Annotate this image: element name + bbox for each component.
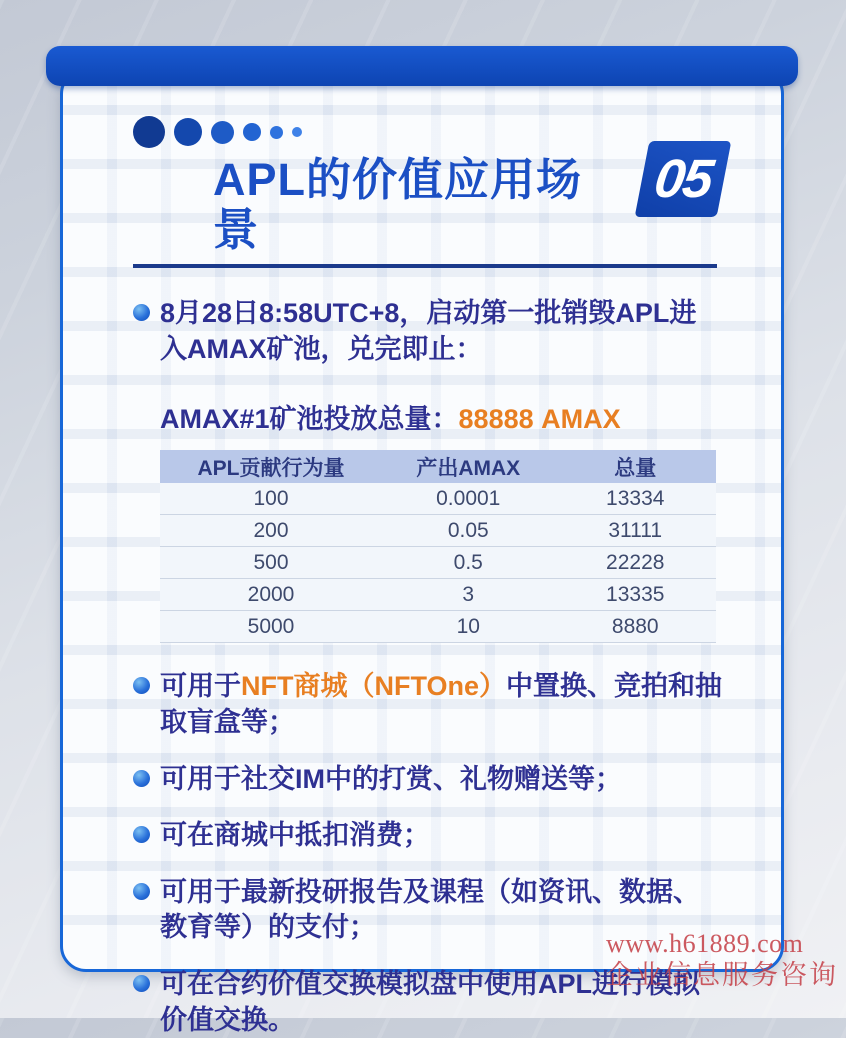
bullet-dot-icon — [133, 883, 150, 900]
table-cell: 500 — [160, 547, 382, 579]
table-header-cell: APL贡献行为量 — [160, 450, 382, 483]
bullet-dot-icon — [133, 304, 150, 321]
watermark-caption: 企业信息服务咨询 — [606, 960, 838, 991]
table-cell: 13335 — [555, 579, 717, 611]
title-dots — [133, 115, 723, 149]
intro-text: 8月28日8:58UTC+8，启动第一批销毁APL进入AMAX矿池，兑完即止： — [160, 298, 697, 364]
list-item — [133, 762, 723, 798]
table-cell: 3 — [382, 579, 555, 611]
bullet-segment: 可在合约价值交换模拟盘中使用APL进行模拟价值交换。 — [160, 969, 700, 1035]
bullet-dot-icon — [133, 975, 150, 992]
bullet-segment: 可在商城中抵扣消费； — [160, 820, 430, 851]
bullet-segment: 中置换、竞拍和抽取盲盒等； — [160, 671, 722, 737]
bullet-highlight-segment: NFT商城（NFTOne） — [241, 671, 506, 702]
dot-icon — [211, 121, 234, 144]
table-header-row — [160, 450, 716, 483]
pool-table-head — [160, 450, 716, 483]
table-cell: 0.0001 — [382, 483, 555, 515]
bullet-segment: 可用于最新投研报告及课程（如资讯、数据、教育等）的支付； — [160, 876, 700, 943]
bullet-segment: 可用于社交IM中的打赏、礼物赠送等； — [160, 763, 622, 794]
table-row — [160, 515, 716, 547]
pool-total-line — [160, 397, 723, 436]
dot-icon — [270, 126, 283, 139]
bullet-text — [160, 669, 723, 740]
title-underline — [133, 264, 717, 268]
table-header-cell: 总量 — [555, 450, 717, 483]
pool-value: 88888 AMAX — [458, 404, 621, 435]
bullet-segment: 可用于 — [160, 671, 241, 702]
dot-icon — [133, 116, 165, 148]
pool-table-body — [160, 483, 716, 643]
table-row — [160, 483, 716, 515]
table-row — [160, 579, 716, 611]
bullet-dot-icon — [133, 770, 150, 787]
dot-icon — [243, 123, 261, 141]
table-header-cell: 产出AMAX — [382, 450, 555, 483]
table-cell: 8880 — [555, 611, 717, 643]
pool-label: AMAX#1矿池投放总量： — [160, 404, 459, 435]
list-item — [133, 818, 723, 854]
table-cell: 100 — [160, 483, 382, 515]
bullet-dot-icon — [133, 826, 150, 843]
watermark-url: www.h61889.com — [606, 929, 804, 958]
table-row — [160, 547, 716, 579]
title-row — [133, 149, 723, 255]
table-cell: 13334 — [555, 483, 717, 515]
table-cell: 200 — [160, 515, 382, 547]
section-number: 05 — [649, 149, 715, 209]
card-top-bar — [46, 46, 798, 86]
page-title: APL的价值应用场景 — [213, 154, 583, 255]
pool-table — [160, 450, 716, 643]
bullet-text — [160, 818, 723, 854]
section-number-badge — [634, 141, 730, 217]
list-item — [133, 669, 723, 740]
watermark — [606, 928, 838, 992]
dot-icon — [174, 118, 202, 146]
table-cell: 2000 — [160, 579, 382, 611]
table-cell: 22228 — [555, 547, 717, 579]
dot-icon — [292, 127, 302, 137]
table-cell: 5000 — [160, 611, 382, 643]
table-cell: 31111 — [555, 515, 717, 547]
table-row — [160, 611, 716, 643]
table-cell: 0.05 — [382, 515, 555, 547]
bullet-text — [160, 762, 723, 798]
table-cell: 10 — [382, 611, 555, 643]
bullet-dot-icon — [133, 677, 150, 694]
intro-bullet — [133, 296, 723, 367]
table-cell: 0.5 — [382, 547, 555, 579]
